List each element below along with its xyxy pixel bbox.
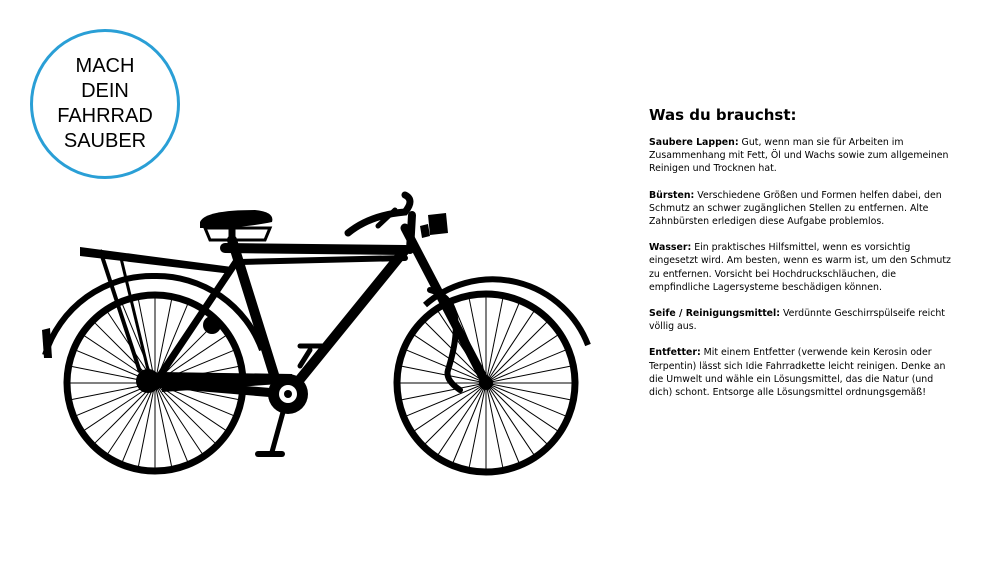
requirement-text: Verdünnte Geschirrspülseife reicht völlig aus. [649,308,945,333]
badge-line-1: MACH [75,55,135,77]
requirement-term: Saubere Lappen: [649,137,739,148]
requirements-panel [649,105,959,412]
badge-line-3: FAHRRAD [57,105,153,127]
requirement-item [649,241,959,294]
panel-title: Was du brauchst: [649,106,797,124]
requirement-term: Wasser: [649,242,692,254]
requirement-text: Verschiedene Größen und Formen helfen dabei, den Schmutz an schwer zugänglichen Stellen zu entfernen. Alte Zahnbürsten erledigen diese Aufgabe problemlos. [649,189,942,228]
badge-line-2: DEIN [81,80,129,102]
requirement-item [649,307,959,333]
requirement-item [649,189,959,229]
requirement-text: Gut, wenn man sie für Arbeiten im Zusammenhang mit Fett, Öl und Wachs sowie zum allgemeinen Reinigen und Trocknen hat. [649,137,949,175]
requirement-item [649,346,959,399]
requirement-term: Entfetter: [649,347,701,359]
badge-line-4: SAUBER [63,130,147,152]
requirement-text: Mit einem Entfetter (verwende kein Kerosin oder Terpentin) lässt sich Idie Fahrradkette leicht reinigen. Denke an die Umwelt und wähle ein Lösungsmittel, das die Natur (und dich) schont. Entsorge alle Lösungsmittel ordnungsgemäß! [649,347,946,399]
requirement-term: Seife / Reinigungsmittel: [649,308,781,320]
requirement-text: Ein praktisches Hilfsmittel, wenn es vorsichtig eingesetzt wird. Am besten, wenn es warm ist, um den Schmutz zu entfernen. Vorsicht bei Hochdruckschläuchen, die empfindliche Lagersysteme beschädigen können. [649,242,951,293]
requirement-item [649,136,959,176]
requirement-term: Bürsten: [649,189,695,201]
